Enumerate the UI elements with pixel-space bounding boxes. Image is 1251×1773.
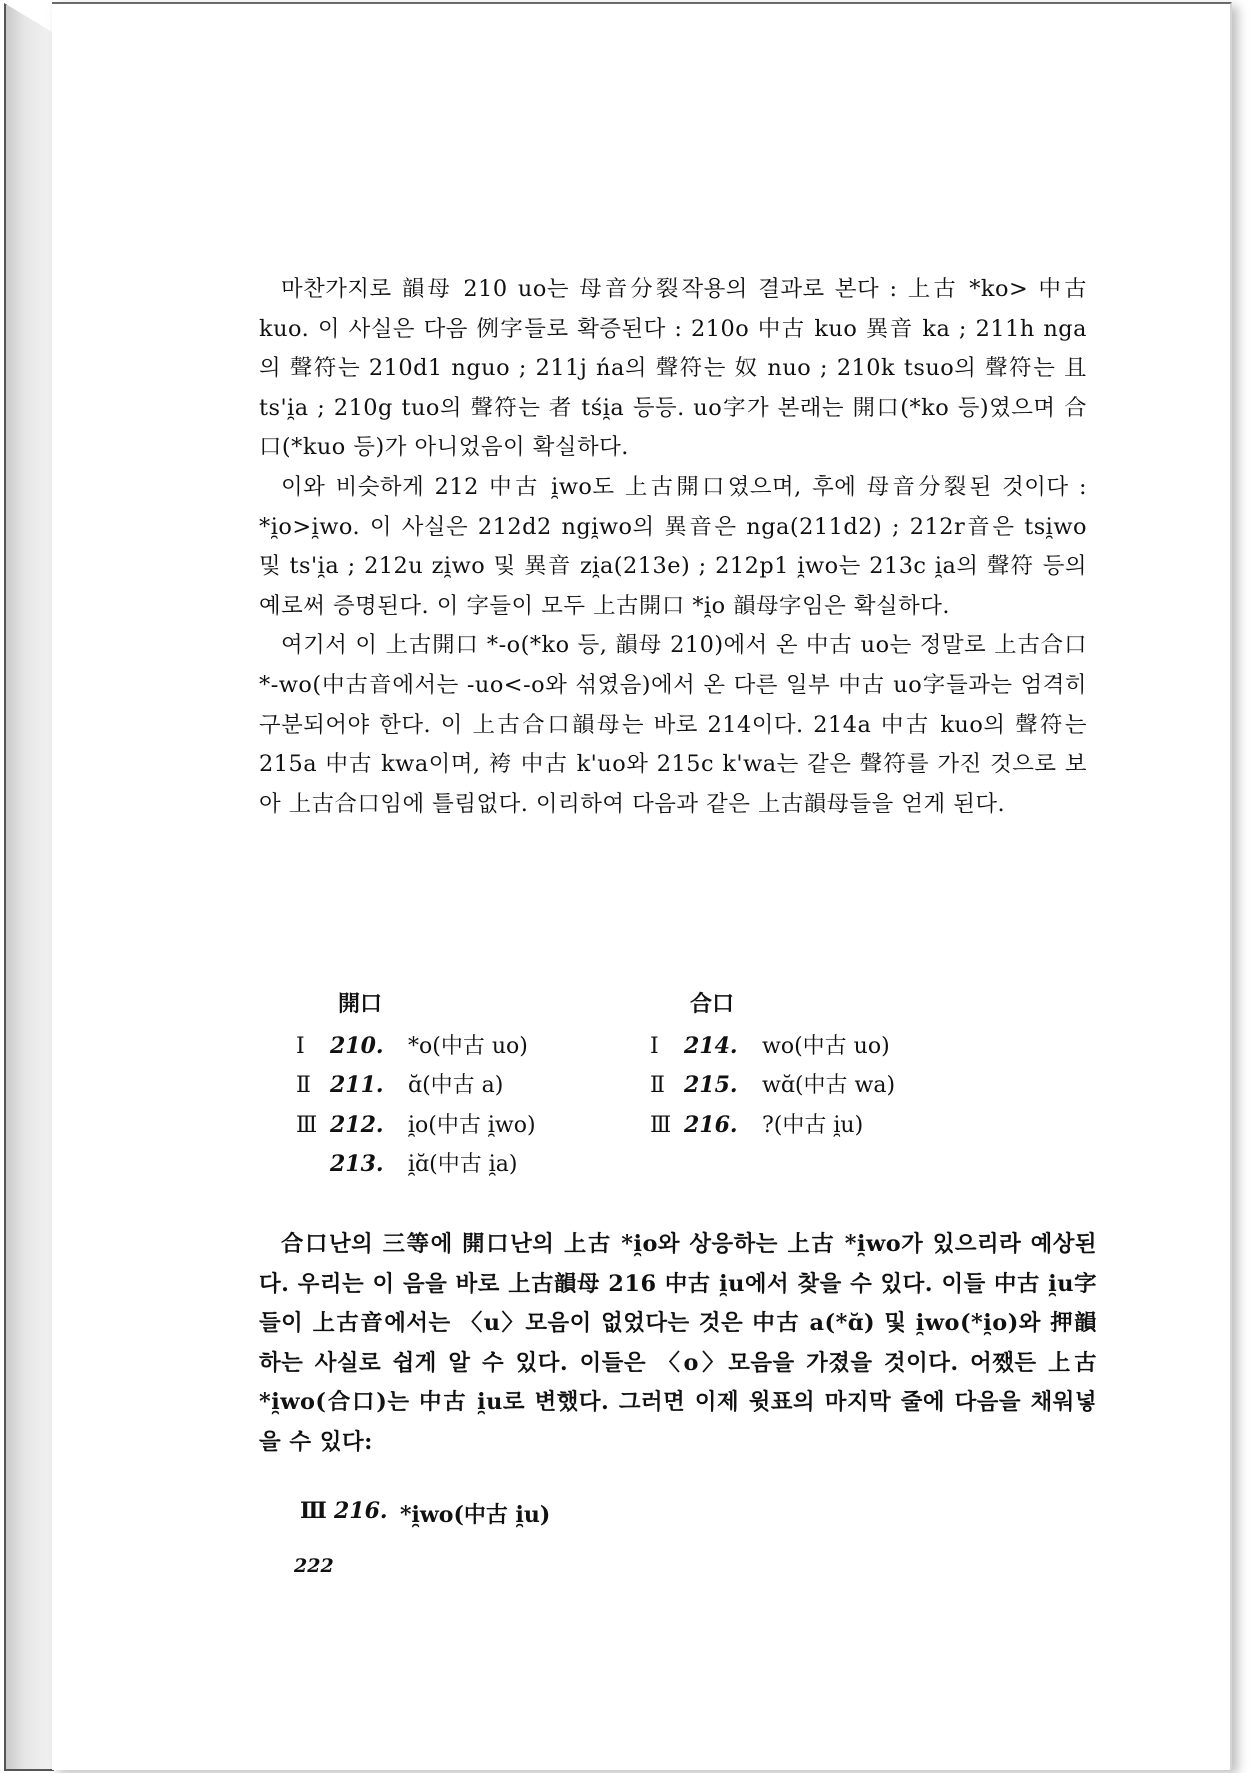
row-rank [296, 1145, 330, 1185]
table-header-closed: 合口 [690, 991, 735, 1017]
book-spine [4, 3, 54, 1771]
body-text-2 [259, 1225, 1097, 1463]
table-row [296, 1027, 536, 1067]
row-value: ɑ̆(中古 a) [408, 1073, 504, 1098]
row-value: wɑ̆(中古 wa) [762, 1073, 896, 1098]
row-number: 215. [684, 1072, 738, 1098]
page-number: 222 [294, 1555, 334, 1577]
final-table-row [300, 1498, 550, 1529]
table-row [650, 1027, 895, 1067]
row-value: ?(中古 i̯u) [762, 1112, 864, 1138]
row-number: 216. [684, 1111, 738, 1138]
row-rank: Ⅰ [296, 1033, 305, 1059]
paragraph-3: 여기서 이 上古開口 *-o(*ko 등, 韻母 210)에서 온 中古 uo는 정말로 上古合口 *-wo(中古音에서는 -uo<-o와 섞였음)에서 온 다른 일부 中古 uo字들과는 엄격히 구분되어야 한다. 이 上古合口韻母는 바로 214이다. 214a 中古 kuo의 聲符는 215a 中古 kwa이며, 袴 中古 k'uo와 215c k'wa는 같은 聲符를 가진 것으로 보아 上古合口임에 틀림없다. 이리하여 다음과 같은 上古韻母들을 얻게 된다. [259, 632, 1087, 817]
row-number: 210. [330, 1032, 384, 1059]
row-number: 213. [330, 1151, 384, 1177]
row-rank: Ⅱ [296, 1073, 311, 1098]
row-value: i̯ɑ̆(中古 i̯a) [408, 1152, 518, 1177]
table-row [296, 1066, 536, 1106]
table-closed-column [650, 985, 895, 1145]
row-number: 212. [330, 1111, 384, 1138]
table-row [296, 1145, 536, 1185]
row-value: *i̯wo(中古 i̯u) [400, 1502, 551, 1528]
paragraph-1: 마찬가지로 韻母 210 uo는 母音分裂작용의 결과로 본다 : 上古 *ko> 中古 kuo. 이 사실은 다음 例字들로 확증된다 : 210o 中古 kuo 異音 ka ; 211h nga의 聲符는 210d1 nguo ; 211j ńa의 聲符는 奴 nuo ; 210k tsuo의 聲符는 且 ts'i̯a ; 210g tuo의 聲符는 者 tśi̯a 등등. uo字가 본래는 開口(*ko 등)였으며 合口(*kuo 등)가 아니었음이 확실하다. [259, 276, 1087, 461]
paragraph-2: 이와 비슷하게 212 中古 i̯wo도 上古開口였으며, 후에 母音分裂된 것이다 : *i̯o>i̯wo. 이 사실은 212d2 ngi̯wo의 異音은 nga(211d2) ; 212r音은 tsi̯wo 및 ts'i̯a ; 212u zi̯wo 및 異音 zi̯a(213e) ; 212p1 i̯wo는 213c i̯a의 聲符 등의 예로써 증명된다. 이 字들이 모두 上古開口 *i̯o 韻母字임은 확실하다. [259, 473, 1087, 619]
row-rank: Ⅱ [650, 1073, 665, 1098]
row-value: wo(中古 uo) [762, 1033, 890, 1059]
paragraph-4: 合口난의 三等에 開口난의 上古 *i̯o와 상응하는 上古 *i̯wo가 있으리라 예상된다. 우리는 이 음을 바로 上古韻母 216 中古 i̯u에서 찾을 수 있다. 이들 中古 i̯u字들이 上古音에서는 〈u〉모음이 없었다는 것은 中古 a(*ɑ̆) 및 i̯wo(*i̯o)와 押韻하는 사실로 쉽게 알 수 있다. 이들은 〈o〉모음을 가졌을 것이다. 어쨌든 上古 *i̯wo(合口)는 中古 i̯u로 변했다. 그러면 이제 윗표의 마지막 줄에 다음을 채워넣을 수 있다: [259, 1231, 1097, 1455]
table-open-column [296, 985, 536, 1185]
table-row [296, 1106, 536, 1146]
row-rank: Ⅲ [650, 1112, 672, 1138]
row-rank: Ⅰ [650, 1033, 659, 1059]
row-value: *o(中古 uo) [408, 1033, 528, 1059]
row-number: 216. [334, 1498, 388, 1524]
table-row [650, 1106, 895, 1146]
table-row [650, 1066, 895, 1106]
row-number: 211. [330, 1072, 384, 1098]
table-header-open: 開口 [338, 991, 383, 1017]
row-value: i̯o(中古 i̯wo) [408, 1112, 536, 1138]
row-rank: Ⅲ [296, 1112, 318, 1138]
row-rank: Ⅲ [300, 1498, 327, 1524]
page [52, 2, 1232, 1770]
body-text [259, 270, 1087, 824]
row-number: 214. [684, 1032, 738, 1059]
